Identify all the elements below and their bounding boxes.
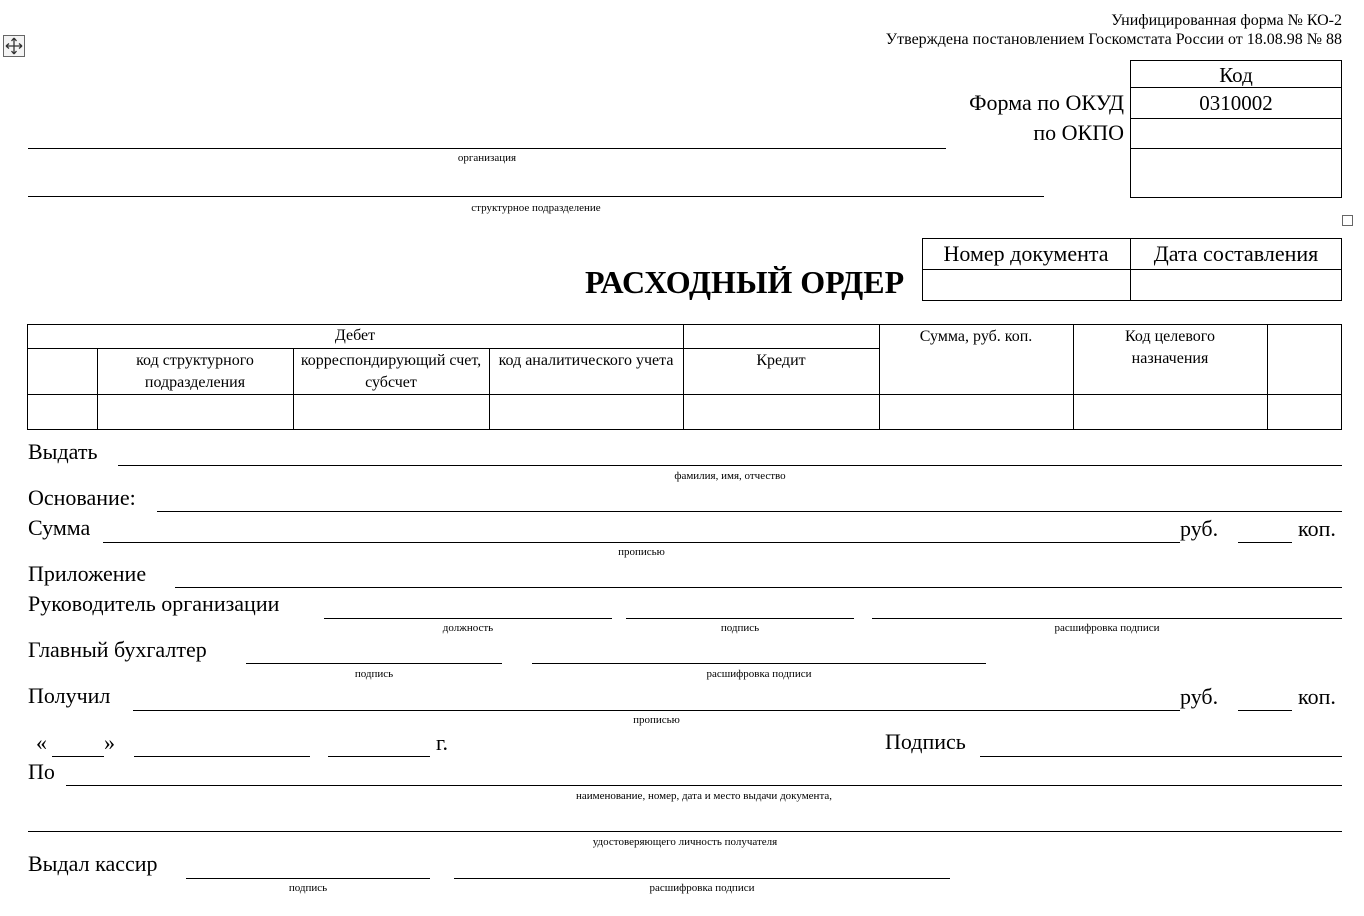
by-label: По (28, 759, 55, 784)
head-decoding-field[interactable] (872, 618, 1342, 619)
sum-kop-field[interactable] (1238, 542, 1292, 543)
chief-decoding-field[interactable] (532, 663, 986, 664)
credit-header: Кредит (756, 352, 806, 369)
quote-close: » (104, 730, 115, 755)
table-cell[interactable] (1075, 396, 1266, 428)
chief-accountant-label: Главный бухгалтер (28, 637, 207, 662)
table-cell[interactable] (685, 396, 878, 428)
cashier-decoding-field[interactable] (454, 878, 950, 879)
quote-open: « (36, 730, 47, 755)
sum-caption: прописью (618, 546, 665, 558)
attachment-label: Приложение (28, 561, 147, 586)
chief-decoding-caption: расшифровка подписи (706, 668, 812, 680)
received-kop-label: коп. (1298, 684, 1336, 709)
approval-note: Утверждена постановлением Госкомстата России от 18.08.98 № 88 (885, 31, 1342, 48)
recipient-signature-field[interactable] (980, 756, 1342, 757)
received-kop-field[interactable] (1238, 710, 1292, 711)
head-position-field[interactable] (324, 618, 612, 619)
okud-label: Форма по ОКУД (969, 90, 1124, 115)
document-title: РАСХОДНЫЙ ОРДЕР (585, 264, 905, 300)
basis-label: Основание: (28, 485, 136, 510)
form-name: Унифицированная форма № КО-2 (1111, 12, 1342, 29)
id-document-field[interactable] (66, 785, 1342, 786)
year-label: г. (436, 730, 449, 755)
head-signature-field[interactable] (626, 618, 854, 619)
doc-date-label: Дата составления (1153, 241, 1319, 266)
head-label: Руководитель организации (28, 591, 280, 616)
year-field[interactable] (328, 756, 430, 757)
okud-value: 0310002 (1199, 91, 1273, 115)
debit-header: Дебет (334, 327, 376, 344)
okpo-label: по ОКПО (1033, 120, 1124, 145)
col-account-header: корреспондирующий счет, субсчет (300, 352, 482, 391)
basis-field[interactable] (157, 511, 1342, 512)
cashier-signature-field[interactable] (186, 878, 430, 879)
cashier-decoding-caption: расшифровка подписи (649, 882, 755, 894)
kod-label: Код (1219, 63, 1253, 87)
doc-identity-caption: удостоверяющего личность получателя (592, 836, 778, 848)
division-field[interactable] (28, 196, 1044, 197)
col-division-header: код структурного подразделения (136, 352, 254, 391)
month-field[interactable] (134, 756, 310, 757)
sum-kop-label: коп. (1298, 516, 1336, 541)
table-resize-handle[interactable] (1342, 215, 1353, 226)
sum-rub-label: руб. (1180, 516, 1219, 541)
move-icon (4, 36, 24, 56)
table-cell[interactable] (295, 396, 488, 428)
position-caption: должность (442, 622, 494, 634)
organization-field[interactable] (28, 148, 946, 149)
table-cell[interactable] (881, 396, 1072, 428)
day-field[interactable] (52, 756, 104, 757)
doc-number-cell[interactable] (924, 271, 1129, 300)
chief-signature-field[interactable] (246, 663, 502, 664)
chief-signature-caption: подпись (354, 668, 394, 680)
col-analytic-header: код аналитического учета (498, 352, 674, 369)
table-cell[interactable] (99, 396, 292, 428)
table-move-handle[interactable] (3, 35, 25, 57)
table-cell[interactable] (491, 396, 682, 428)
sum-header: Сумма, руб. коп. (919, 328, 1033, 345)
sum-in-words-field[interactable] (103, 542, 1180, 543)
fio-caption: фамилия, имя, отчество (674, 470, 786, 482)
purpose-header: Код целевого назначения (1125, 328, 1215, 367)
received-caption: прописью (633, 714, 680, 726)
cashier-label: Выдал кассир (28, 851, 158, 876)
cashier-signature-caption: подпись (288, 882, 328, 894)
table-cell[interactable] (1269, 396, 1340, 428)
doc-name-caption: наименование, номер, дата и место выдачи документа, (575, 790, 833, 802)
issue-field[interactable] (118, 465, 1342, 466)
received-label: Получил (28, 683, 111, 708)
received-rub-label: руб. (1180, 684, 1219, 709)
organization-caption: организация (457, 152, 517, 164)
attachment-field[interactable] (175, 587, 1342, 588)
division-caption: структурное подразделение (471, 202, 601, 214)
issue-label: Выдать (28, 439, 98, 464)
head-signature-caption: подпись (720, 622, 760, 634)
id-document-field-2[interactable] (28, 831, 1342, 832)
sum-label: Сумма (28, 515, 91, 540)
table-cell[interactable] (29, 396, 96, 428)
doc-date-cell[interactable] (1132, 271, 1340, 300)
received-in-words-field[interactable] (133, 710, 1180, 711)
signature-label: Подпись (885, 729, 966, 754)
doc-number-label: Номер документа (943, 241, 1109, 266)
head-decoding-caption: расшифровка подписи (1054, 622, 1160, 634)
